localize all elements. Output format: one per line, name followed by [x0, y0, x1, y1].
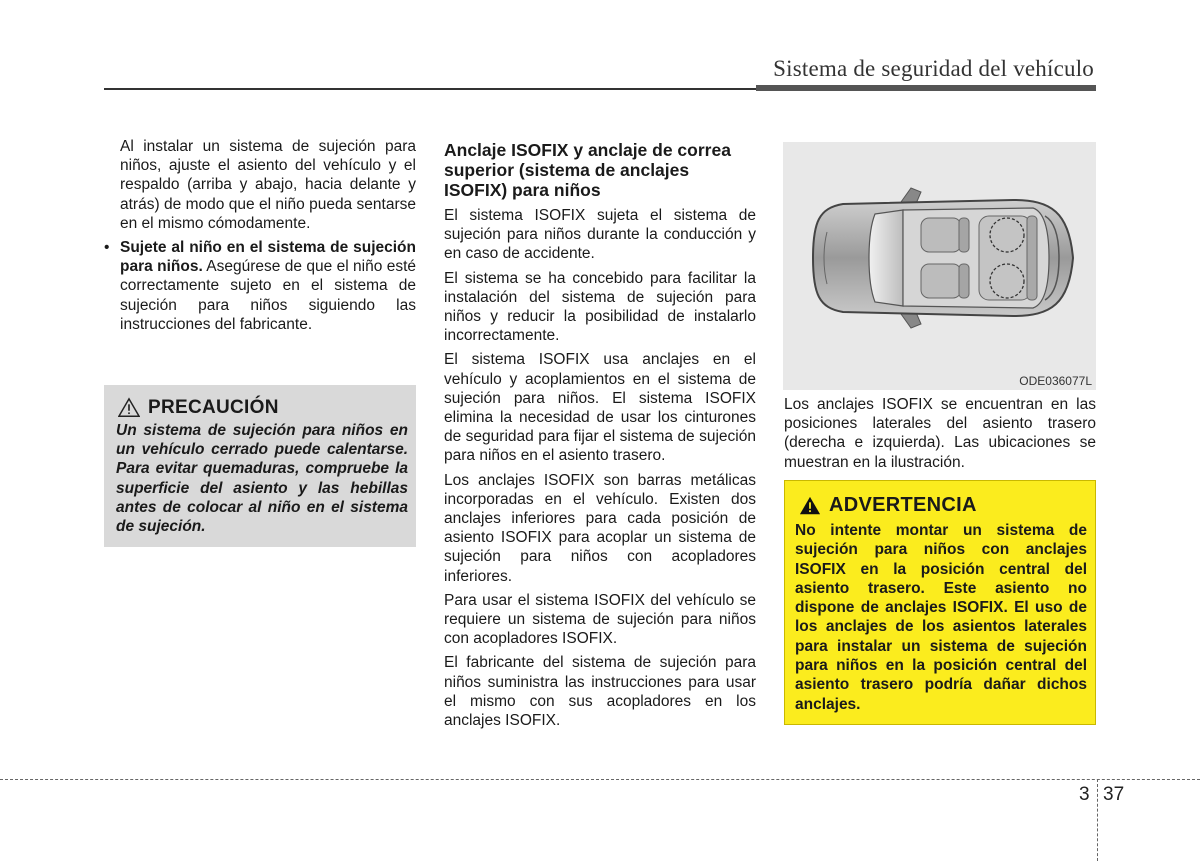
bullet-icon: • [104, 239, 110, 257]
right-column [784, 395, 1096, 477]
warning-header [799, 494, 977, 517]
middle-column [444, 140, 756, 735]
footer-vertical-divider [1097, 779, 1098, 861]
paragraph: El fabricante del sistema de sujeción para niños suministra las instrucciones para usar el mismo con sus acopladores en los anclajes ISOFIX. [444, 654, 756, 730]
caution-header [118, 397, 279, 419]
chapter-number: 3 [1079, 784, 1090, 805]
bullet-paragraph [104, 238, 416, 334]
caution-body: Un sistema de sujeción para niños en un vehículo cerrado puede calentarse. Para evitar quemaduras, compruebe la superficie del asiento y las hebillas antes de colocar al niño en el sistema de sujeción. [116, 422, 408, 536]
car-isofix-figure [783, 142, 1096, 390]
bullet-text: Asegúrese de que el niño esté correctamente sujeto en el sistema de sujeción para niños siguiendo las instrucciones del fabricante. [120, 258, 416, 333]
paragraph: El sistema ISOFIX usa anclajes en el vehículo y acoplamientos en el sistema de sujeción para niños. El sistema ISOFIX elimina la necesidad de usar los cinturones de seguridad para fijar el sistema de sujeción para niños en el asiento trasero. [444, 351, 756, 465]
figure-caption-text: Los anclajes ISOFIX se encuentran en las posiciones laterales del asiento trasero (derecha e izquierda). Las ubicaciones se muestran en la ilustración. [784, 396, 1096, 471]
warning-body: No intente montar un sistema de sujeción para niños con anclajes ISOFIX en la posición central del asiento trasero. Este asiento no dispone de anclajes ISOFIX. El uso de los anclajes de los asientos laterales para instalar un sistema de sujeción para niños en la posición central del asiento trasero podría dañar dichos anclajes. [795, 522, 1087, 713]
figure-code: ODE036077L [1019, 374, 1092, 388]
footer-divider [0, 779, 1200, 780]
warning-box [784, 480, 1096, 725]
page-header-title: Sistema de seguridad del vehículo [773, 56, 1094, 81]
section-heading: Anclaje ISOFIX y anclaje de correa superior (sistema de anclajes ISOFIX) para niños [444, 140, 731, 200]
page-number: 37 [1103, 784, 1125, 805]
bullet-bold-text: Sujete al niño en el sistema de sujeción para niños. [120, 239, 416, 276]
caution-title: PRECAUCIÓN [148, 397, 279, 418]
paragraph: Para usar el sistema ISOFIX del vehículo se requiere un sistema de sujeción para niños con acopladores ISOFIX. [444, 591, 756, 648]
paragraph: El sistema se ha concebido para facilitar la instalación del sistema de sujeción para niños y reducir la posibilidad de instalarlo incorrectamente. [444, 269, 756, 345]
warning-title: ADVERTENCIA [829, 494, 977, 516]
warning-triangle-icon [799, 495, 821, 517]
paragraph: Los anclajes ISOFIX son barras metálicas incorporadas en el vehículo. Existen dos anclajes inferiores para cada posición de asiento ISOFIX para acoplar un sistema de sujeción para niños con acopladores inferiores. [444, 471, 756, 585]
car-top-view-illustration [783, 142, 1096, 372]
intro-paragraph: Al instalar un sistema de sujeción para niños, ajuste el asiento del vehículo y el respaldo (arriba y abajo, hacia delante y atrás) de modo que el niño pueda sentarse en el mismo cómodamente. [120, 138, 416, 232]
left-column [104, 137, 416, 339]
paragraph: El sistema ISOFIX sujeta el sistema de sujeción para niños durante la conducción y en caso de accidente. [444, 207, 756, 263]
caution-box [104, 385, 416, 547]
warning-triangle-icon [118, 397, 140, 419]
header-rule-accent [756, 85, 1096, 91]
